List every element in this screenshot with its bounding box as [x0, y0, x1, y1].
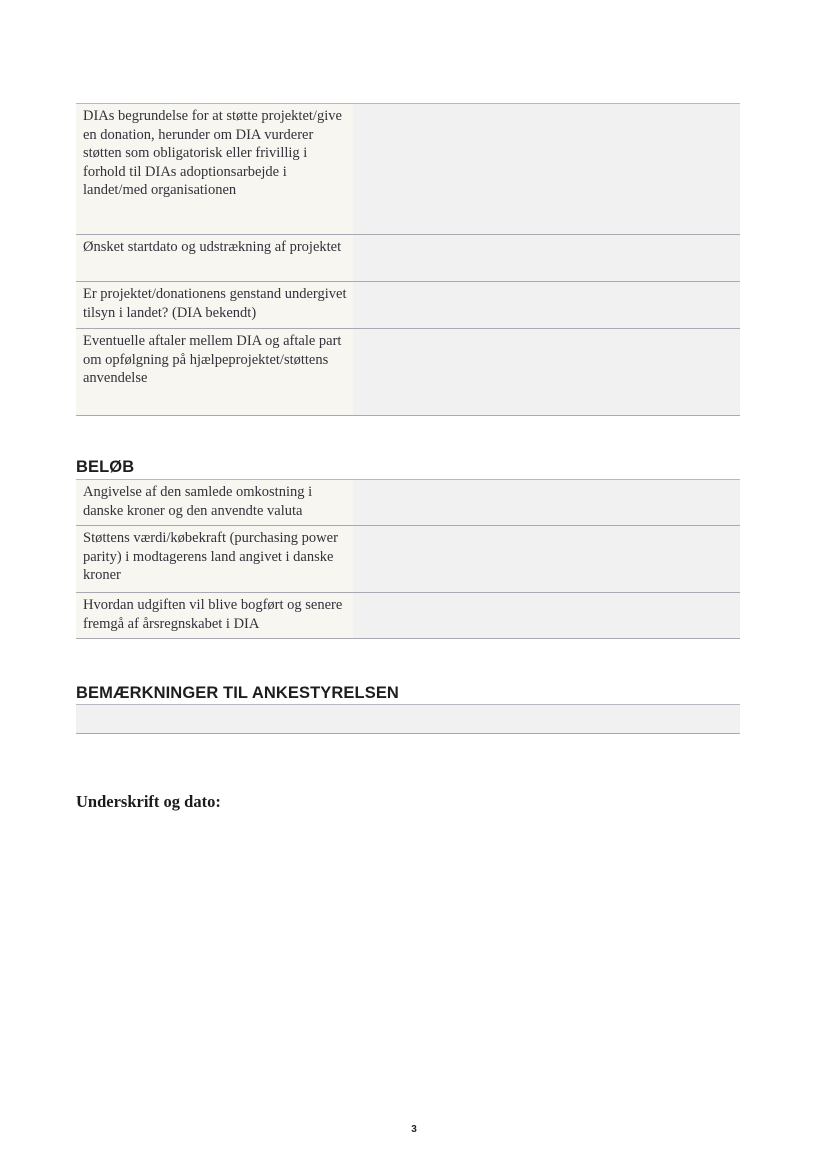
- table-row: [76, 593, 740, 639]
- question-cell: Hvordan udgiften vil blive bogført og senere fremgå af årsregnskabet i DIA: [76, 593, 353, 639]
- page-number: 3: [411, 1124, 417, 1135]
- table-row: [76, 526, 740, 593]
- answer-field[interactable]: [353, 282, 740, 329]
- answer-field[interactable]: [353, 235, 740, 282]
- question-cell: Støttens værdi/købekraft (purchasing power parity) i modtagerens land angivet i danske kroner: [76, 526, 353, 593]
- table-row: [76, 480, 740, 526]
- question-cell: Ønsket startdato og udstrækning af projektet: [76, 235, 353, 282]
- answer-field[interactable]: [353, 593, 740, 639]
- remarks-field[interactable]: [76, 704, 740, 734]
- answer-field[interactable]: [353, 526, 740, 593]
- table-row: [76, 329, 740, 416]
- amount-section-heading: BELØB: [76, 458, 135, 476]
- question-cell: Angivelse af den samlede omkostning i danske kroner og den anvendte valuta: [76, 480, 353, 526]
- question-cell: DIAs begrundelse for at støtte projektet/give en donation, herunder om DIA vurderer støtten som obligatorisk eller frivillig i forhold til DIAs adoptionsarbejde i landet/med organisationen: [76, 104, 353, 235]
- answer-field[interactable]: [353, 480, 740, 526]
- signature-label: Underskrift og dato:: [76, 792, 221, 811]
- table-row: [76, 104, 740, 235]
- project-details-table: [76, 103, 740, 416]
- table-row: [76, 235, 740, 282]
- table-row: [76, 282, 740, 329]
- question-cell: Er projektet/donationens genstand undergivet tilsyn i landet? (DIA bekendt): [76, 282, 353, 329]
- answer-field[interactable]: [353, 104, 740, 235]
- amount-table: [76, 479, 740, 639]
- remarks-section-heading: BEMÆRKNINGER TIL ANKESTYRELSEN: [76, 684, 399, 702]
- question-cell: Eventuelle aftaler mellem DIA og aftale part om opfølgning på hjælpeprojektet/støttens anvendelse: [76, 329, 353, 416]
- answer-field[interactable]: [353, 329, 740, 416]
